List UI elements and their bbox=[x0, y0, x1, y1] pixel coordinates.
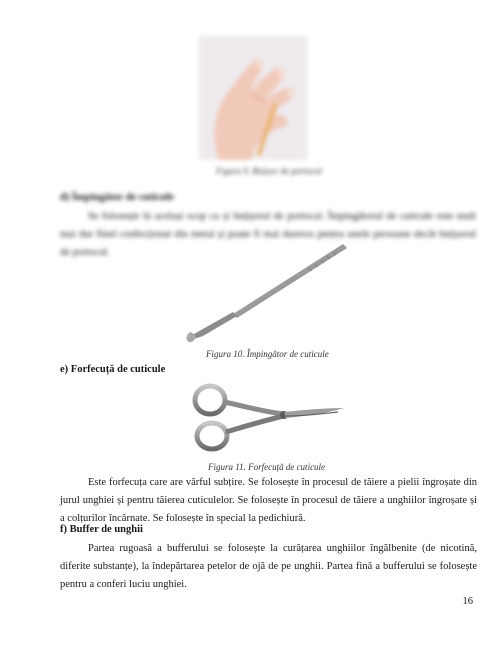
section-e-paragraph: Este forfecuța care are vârful subțire. Se folosește în procesul de tăiere a pielii îngroșate din jurul unghiei și pentru tăierea cuticulelor. Se folosește în procesul de tăiere a unghiilor îngroșate și a colțurilor încărnate. Se folosește în special la pedichiură. bbox=[60, 477, 477, 524]
figure-9-caption: Figura 9. Bețișor de portocal bbox=[216, 166, 322, 176]
section-e-heading: e) Forfecuță de cuticule bbox=[60, 364, 166, 375]
figure-11-cuticle-scissors-image bbox=[188, 378, 348, 454]
figure-10-caption: Figura 10. Împingător de cuticule bbox=[206, 349, 329, 359]
section-d-paragraph: Se folosește în același scop ca și bețișorul de portocal. Împingătorul de cuticule este mult mai dur fiind confecționat din metal și poate fi mai dureros pentru unele persoane decât bețișorul de portocal. bbox=[60, 211, 476, 258]
page-number: 16 bbox=[462, 596, 473, 607]
section-d-heading: d) Împingător de cuticule bbox=[60, 192, 174, 203]
figure-9-hand-image bbox=[199, 36, 307, 160]
section-f-paragraph: Partea rugoasă a bufferului se folosește la curățarea unghiilor îngălbenite (de nicotină, diferite substanțe), la îndepărtarea petelor de ojă de pe unghii. Partea fină a bufferului se folosește pentru a conferi luciu unghiei. bbox=[60, 543, 477, 590]
figure-10-cuticle-pusher-image bbox=[183, 240, 349, 344]
section-f-heading: f) Buffer de unghii bbox=[60, 524, 143, 535]
figure-11-caption: Figura 11. Forfecuță de cuticule bbox=[208, 462, 326, 472]
